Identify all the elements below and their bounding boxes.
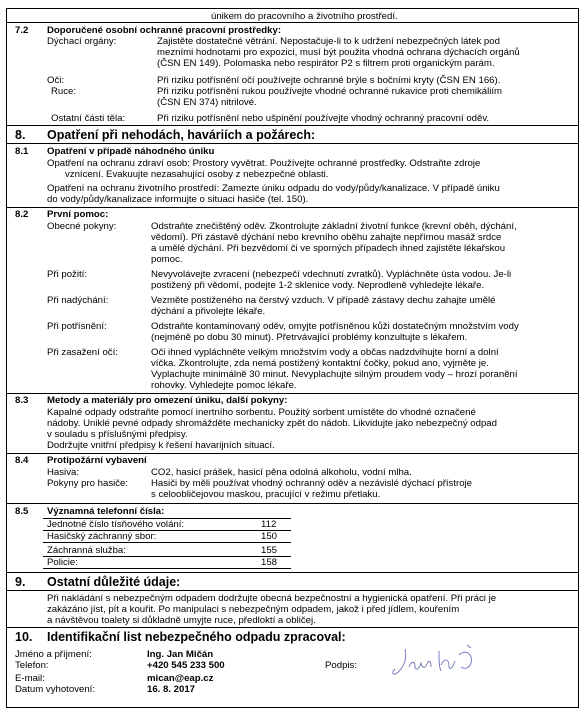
s72-number: 7.2 — [15, 25, 29, 36]
divider — [7, 143, 578, 144]
document-page — [6, 8, 579, 708]
s82-number: 8.2 — [15, 209, 29, 220]
general-label: Obecné pokyny: — [47, 221, 117, 232]
phone-label: Jednotné číslo tísňového volání: — [47, 519, 185, 530]
skin-label: Při potřísnění: — [47, 321, 107, 332]
phone-label: Policie: — [47, 557, 78, 568]
body-text: Při riziku potřísnění nebo ušpinění používejte vhodný ochranný pracovní oděv. — [157, 113, 490, 124]
ingest-label: Při požití: — [47, 269, 87, 280]
divider — [7, 393, 578, 394]
ff-label: Pokyny pro hasiče: — [47, 478, 129, 489]
signature-label: Podpis: — [325, 660, 357, 671]
ff-line-1: Hasiči by měli používat vhodný ochranný oděv a nezávislé dýchací přístroje — [151, 478, 473, 489]
s81-title: Opatření v případě náhodného úniku — [47, 146, 215, 157]
s10-number: 10. — [15, 630, 33, 644]
divider — [7, 572, 578, 573]
author-phone-label: Telefon: — [15, 660, 49, 671]
s82-title: První pomoc: — [47, 209, 109, 220]
s83-line-4: Dodržujte vnitřní předpisy k řešení havarijních situací. — [47, 440, 275, 451]
skin-line-2: (nejméně po dobu 30 minut). Přetrvávající problémy konzultujte s lékařem. — [151, 332, 468, 343]
general-line-1: Odstraňte znečištěný oděv. Zkontrolujte základní životní funkce (krevní oběh, dýchání, — [151, 221, 517, 232]
phone-table-line — [43, 556, 291, 557]
s8-number: 8. — [15, 128, 26, 142]
eyes-text: Při riziku potřísnění očí používejte ochranné brýle s bočními kryty (ČSN EN 166). — [157, 75, 501, 86]
ingest-line-2: postižený při vědomí, podejte 1-2 sklenice vody. Neprodleně vyhledejte lékaře. — [151, 280, 485, 291]
skin-line-1: Odstraňte kontaminovaný oděv, omyjte potřísněnou kůži dostatečným množstvím vody — [151, 321, 519, 332]
s81-p1-line-2: vznícení. Evakuujte nezasahující osoby z nebezpečné oblasti. — [65, 169, 329, 180]
divider — [7, 22, 578, 23]
s81-p1-line-1: Opatření na ochranu zdraví osob: Prostory vyvětrat. Používejte ochranné prostředky. Odstraňte zdroje — [47, 158, 481, 169]
inhal-line-1: Vezměte postiženého na čerstvý vzduch. V případě zástavy dechu zahajte umělé — [151, 295, 496, 306]
s83-line-3: v souladu s příslušnými předpisy. — [47, 429, 188, 440]
inhal-line-2: dýchání a přivolejte lékaře. — [151, 306, 266, 317]
s7-intro: únikem do pracovního a životního prostředí. — [211, 11, 398, 22]
s9-line-1: Při nakládání s nebezpečným odpadem dodržujte obecná bezpečnostní a hygienická opatření. Při práci je — [47, 593, 497, 604]
author-email: mican@eap.cz — [147, 673, 214, 684]
s83-number: 8.3 — [15, 395, 29, 406]
resp-label: Dýchací orgány: — [47, 36, 117, 47]
s83-title: Metody a materiály pro omezení úniku, další pokyny: — [47, 395, 288, 406]
s83-line-2: nádoby. Uniklé pevné odpady shromážděte mechanicky zpět do nádob. Likvidujte jako nebezpečný odpad — [47, 418, 497, 429]
phone-number: 112 — [261, 519, 277, 530]
s72-title: Doporučené osobní ochranné pracovní prostředky: — [47, 25, 282, 36]
creation-date: 16. 8. 2017 — [147, 684, 196, 695]
general-line-2: vědomí). Při zástavě dýchání nebo krevního oběhu zahajte nepřímou masáž srdce — [151, 232, 502, 243]
author-name-label: Jméno a příjmení: — [15, 649, 92, 660]
body-label: Ostatní části těla: — [51, 113, 126, 124]
phone-label: Záchranná služba: — [47, 545, 126, 556]
general-line-3: a umělé dýchání. Při bezvědomí či ve sporných případech ihned zajistěte lékařskou — [151, 243, 506, 254]
ext-text: CO2, hasicí prášek, hasicí pěna odolná alkoholu, vodní mlha. — [151, 467, 412, 478]
phone-label: Hasičský záchranný sbor: — [47, 531, 157, 542]
eye-line-3: Vyplachujte minimálně 30 minut. Nevyplachujte silným proudem vody – hrozí poranění — [151, 369, 518, 380]
divider — [7, 590, 578, 591]
divider — [7, 207, 578, 208]
phone-number: 158 — [261, 557, 278, 568]
divider — [7, 125, 578, 126]
eye-line-1: Oči ihned vypláchněte velkým množstvím vody a občas nadzdvihujte horní a dolní — [151, 347, 499, 358]
s84-title: Protipožární vybavení — [47, 455, 147, 466]
hands-label: Ruce: — [51, 86, 77, 97]
s81-number: 8.1 — [15, 146, 29, 157]
s9-number: 9. — [15, 575, 26, 589]
s10-title: Identifikační list nebezpečného odpadu zpracoval: — [47, 630, 346, 644]
ff-line-2: s celoobličejovou maskou, pracující v režimu přetlaku. — [151, 489, 381, 500]
resp-line-2: mezními hodnotami pro expozici, musí být použita vhodná ochrana dýchacích orgánů — [157, 47, 520, 58]
divider — [7, 453, 578, 454]
author-phone: +420 545 233 500 — [147, 660, 225, 671]
s9-line-3: a návštěvou toalety si důkladně umyjte ruce, předloktí a obličej. — [47, 615, 316, 626]
hands-line-2: (ČSN EN 374) nitrilové. — [157, 97, 257, 108]
resp-line-1: Zajistěte dostatečné větrání. Nepostačuje-li to k udržení nebezpečných látek pod — [157, 36, 500, 47]
s85-number: 8.5 — [15, 506, 29, 517]
s9-title: Ostatní důležité údaje: — [47, 575, 181, 589]
general-line-4: pomoc. — [151, 254, 183, 265]
phone-number: 150 — [261, 531, 278, 542]
author-name: Ing. Jan Mičán — [147, 649, 214, 660]
eye-line-4: rohovky. Vyhledejte pomoc lékaře. — [151, 380, 297, 391]
s81-p2-line-2: do vody/půdy/kanalizace informujte o situaci hasiče (tel. 150). — [47, 194, 309, 205]
divider — [7, 503, 578, 504]
handwritten-signature — [387, 637, 487, 683]
ext-label: Hasiva: — [47, 467, 79, 478]
s84-number: 8.4 — [15, 455, 29, 466]
phone-table-line — [43, 542, 291, 543]
author-email-label: E-mail: — [15, 673, 45, 684]
s83-line-1: Kapalné odpady odstraňte pomocí inertního sorbentu. Použitý sorbent umístěte do vhodné označené — [47, 407, 476, 418]
inhal-label: Při nadýchání: — [47, 295, 109, 306]
divider — [7, 627, 578, 628]
resp-line-3: (ČSN EN 149). Polomaska nebo respirátor P2 s filtrem proti organickým parám. — [157, 58, 495, 69]
s8-title: Opatření při nehodách, haváriích a požárech: — [47, 128, 316, 142]
eye-line-2: víčka. Zkontrolujte, zda nemá postižený kontaktní čočky, pokud ano, vyjměte je. — [151, 358, 489, 369]
eyes-label: Oči: — [47, 75, 65, 86]
eye-label: Při zasažení očí: — [47, 347, 118, 358]
s81-p2-line-1: Opatření na ochranu životního prostředí: Zamezte úniku odpadu do vody/půdy/kanalizace. V případě úniku — [47, 183, 500, 194]
s85-title: Významná telefonní čísla: — [47, 506, 165, 517]
phone-table-line — [43, 568, 291, 569]
phone-number: 155 — [261, 545, 278, 556]
ingest-line-1: Nevyvolávejte zvracení (nebezpečí vdechnutí zvratků). Vypláchněte ústa vodou. Je-li — [151, 269, 512, 280]
creation-date-label: Datum vyhotovení: — [15, 684, 95, 695]
hands-line-1: Při riziku potřísnění rukou používejte vhodné ochranné rukavice proti chemikáliím — [157, 86, 503, 97]
s9-line-2: zakázáno jíst, pít a kouřit. Po manipulaci s nebezpečným odpadem, jakož i před jídlem, kouřením — [47, 604, 460, 615]
